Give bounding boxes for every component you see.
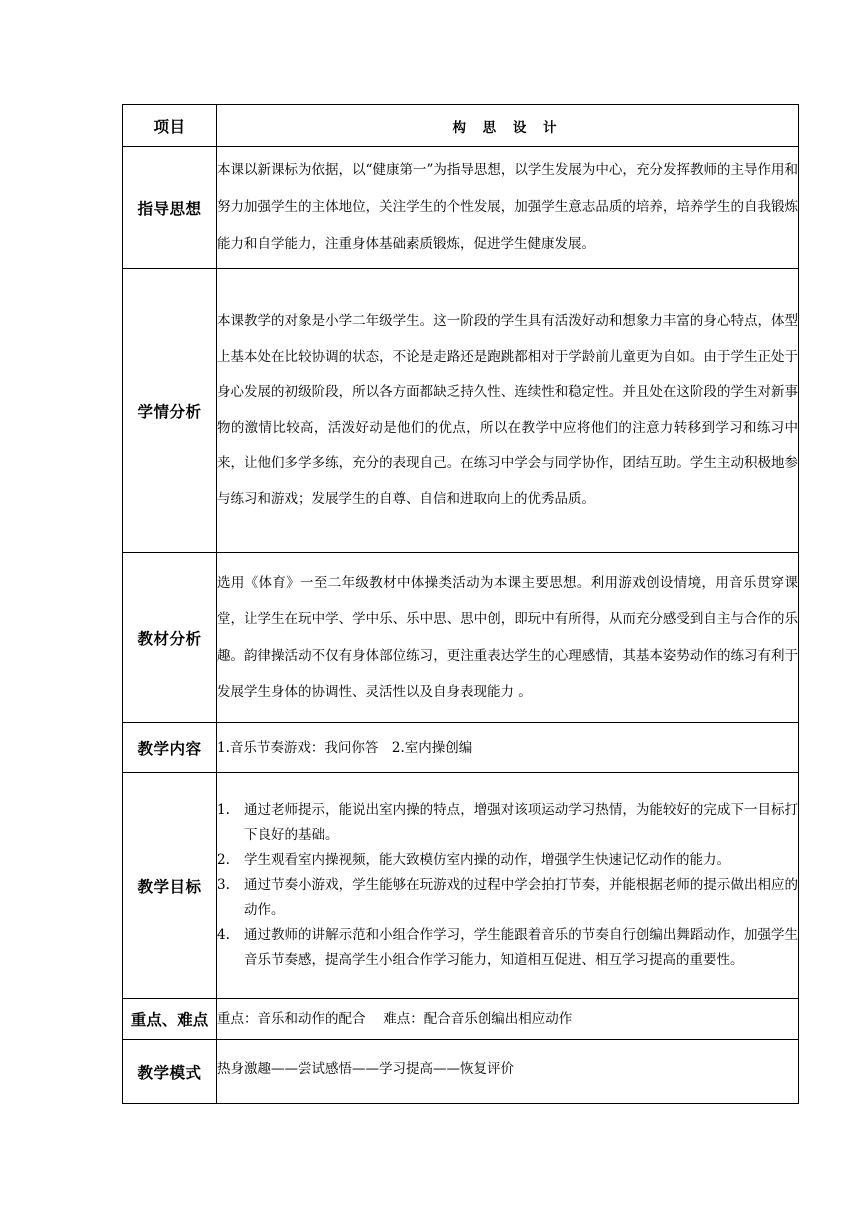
header-row [123, 105, 799, 147]
content-text: 1.音乐节奏游戏：我问你答 2.室内操创编 [217, 739, 473, 756]
keypoints-text: 重点：音乐和动作的配合 难点：配合音乐创编出相应动作 [217, 1011, 573, 1027]
row-keypoints [123, 999, 799, 1040]
header-content: 构 思 设 计 [217, 105, 799, 147]
keypoints-cell [217, 999, 799, 1040]
materials-cell [217, 553, 799, 723]
materials-label: 教材分析 [123, 553, 217, 723]
header-label: 项目 [123, 105, 217, 147]
goal-text: 通过教师的讲解示范和小组合作学习，学生能跟着音乐的节奏自行创编出舞蹈动作，加强学生音乐节奏感，提高学生小组合作学习能力，知道相互促进、相互学习提高的重要性。 [244, 927, 798, 968]
goals-cell [217, 773, 799, 999]
content-label: 教学内容 [123, 723, 217, 773]
goal-text: 通过节奏小游戏，学生能够在玩游戏的过程中学会拍打节奏，并能根据老师的提示做出相应的动作。 [244, 877, 798, 918]
students-cell [217, 269, 799, 553]
mode-cell [217, 1040, 799, 1104]
mode-label: 教学模式 [123, 1040, 217, 1104]
goal-item [217, 798, 798, 848]
goal-number: 1. [217, 802, 230, 818]
row-materials [123, 553, 799, 723]
row-goals [123, 773, 799, 999]
goal-number: 3. [217, 877, 230, 893]
row-guiding [123, 147, 799, 269]
row-mode [123, 1040, 799, 1104]
keypoints-label: 重点、难点 [123, 999, 217, 1040]
mode-text: 热身激趣——尝试感悟——学习提高——恢复评价 [217, 1061, 514, 1077]
goals-label: 教学目标 [123, 773, 217, 999]
goal-number: 4. [217, 927, 230, 943]
goal-item [217, 873, 798, 923]
guiding-label: 指导思想 [123, 147, 217, 269]
materials-text: 选用《体育》一至二年级教材中体操类活动为本课主要思想。利用游戏创设情境，用音乐贯穿课堂，让学生在玩中学、学中乐、乐中思、思中创，即玩中有所得，从而充分感受到自主与合作的乐趣。韵律操活动不仅有身体部位练习，更注重表达学生的心理感情，其基本姿势动作的练习有利于发展学生身体的协调性、灵活性以及自身表现能力 。 [217, 574, 798, 700]
lesson-design-table [122, 104, 799, 1104]
goal-item [217, 923, 798, 973]
goal-number: 2. [217, 852, 230, 868]
goal-item [217, 848, 798, 873]
goals-list [217, 798, 798, 973]
row-students [123, 269, 799, 553]
guiding-cell [217, 147, 799, 269]
content-cell [217, 723, 799, 773]
goal-text: 通过老师提示，能说出室内操的特点，增强对该项运动学习热情，为能较好的完成下一目标打下良好的基础。 [244, 802, 798, 843]
students-text: 本课教学的对象是小学二年级学生。这一阶段的学生具有活泼好动和想象力丰富的身心特点，体型上基本处在比较协调的状态，不论是走路还是跑跳都相对于学龄前儿童更为自如。由于学生正处于身心发展的初级阶段，所以各方面都缺乏持久性、连续性和稳定性。并且处在这阶段的学生对新事物的激情比较高，活泼好动是他们的优点，所以在教学中应将他们的注意力转移到学习和练习中来，让他们多学多练，充分的表现自己。在练习中学会与同学协作，团结互助。学生主动积极地参与练习和游戏；发展学生的自尊、自信和进取向上的优秀品质。 [217, 313, 798, 507]
goal-text: 学生观看室内操视频，能大致模仿室内操的动作，增强学生快速记忆动作的能力。 [244, 852, 730, 868]
guiding-text: 本课以新课标为依据，以“健康第一”为指导思想，以学生发展为中心，充分发挥教师的主导作用和努力加强学生的主体地位，关注学生的个性发展，加强学生意志品质的培养，培养学生的自我锻炼能力和自学能力，注重身体基础素质锻炼，促进学生健康发展。 [217, 162, 798, 252]
students-label: 学情分析 [123, 269, 217, 553]
row-content [123, 723, 799, 773]
